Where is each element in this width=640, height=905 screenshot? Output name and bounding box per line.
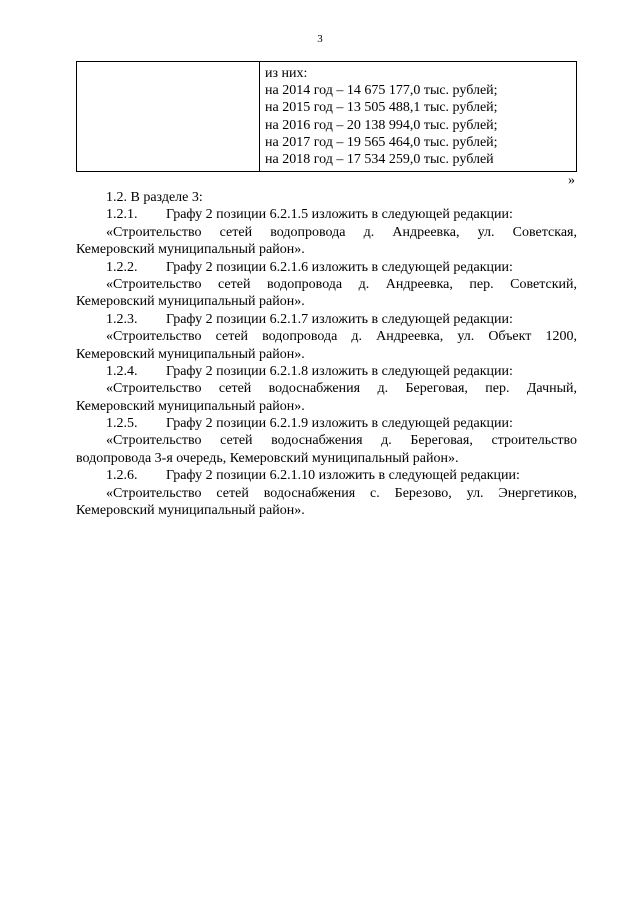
instruction-text: Графу 2 позиции 6.2.1.8 изложить в следующей редакции:	[166, 363, 513, 379]
closing-quote: »	[568, 173, 575, 188]
budget-line-2016: на 2016 год – 20 138 994,0 тыс. рублей;	[265, 117, 498, 133]
item-text-line: Кемеровский муниципальный район».	[76, 294, 305, 310]
budget-line-2017: на 2017 год – 19 565 464,0 тыс. рублей;	[265, 134, 498, 150]
item-text-line: Кемеровский муниципальный район».	[76, 398, 305, 414]
section-heading: 1.2. В разделе 3:	[106, 190, 203, 205]
item-instruction	[76, 467, 577, 484]
item-text-line: водопровода 3-я очередь, Кемеровский муниципальный район».	[76, 450, 459, 466]
item-text-line: «Строительство сетей водопровода д. Андреевка, пер. Советский,	[106, 276, 577, 292]
instruction-text: Графу 2 позиции 6.2.1.10 изложить в следующей редакции:	[166, 468, 520, 484]
item-number: 1.2.6.	[106, 468, 138, 484]
item-text-line: «Строительство сетей водопровода д. Андреевка, ул. Объект 1200,	[106, 329, 577, 345]
instruction-text: Графу 2 позиции 6.2.1.6 изложить в следующей редакции:	[166, 259, 513, 275]
item-number: 1.2.1.	[106, 207, 138, 223]
item-text-line: «Строительство сетей водопровода д. Андреевка, ул. Советская,	[106, 224, 577, 240]
item-number: 1.2.5.	[106, 416, 138, 432]
budget-table	[76, 61, 577, 172]
item-instruction	[76, 311, 577, 328]
budget-line-2014: на 2014 год – 14 675 177,0 тыс. рублей;	[265, 83, 498, 99]
item-number: 1.2.3.	[106, 311, 138, 327]
table-cell-budget	[260, 62, 577, 172]
instruction-text: Графу 2 позиции 6.2.1.9 изложить в следующей редакции:	[166, 416, 513, 432]
budget-line-2015: на 2015 год – 13 505 488,1 тыс. рублей;	[265, 100, 498, 116]
table-cell-empty	[77, 62, 260, 172]
page-number: 3	[317, 33, 323, 45]
item-text-line: Кемеровский муниципальный район».	[76, 242, 305, 258]
item-text-line: Кемеровский муниципальный район».	[76, 346, 305, 362]
item-instruction	[76, 363, 577, 380]
item-instruction	[76, 206, 577, 223]
item-number: 1.2.4.	[106, 363, 138, 379]
item-instruction	[76, 259, 577, 276]
item-text-line: «Строительство сетей водоснабжения д. Береговая, пер. Дачный,	[106, 381, 577, 397]
item-text-line: «Строительство сетей водоснабжения д. Береговая, строительство	[106, 433, 577, 449]
item-text-line: Кемеровский муниципальный район».	[76, 503, 305, 519]
item-number: 1.2.2.	[106, 259, 138, 275]
table-row	[77, 62, 577, 172]
item-instruction	[76, 415, 577, 432]
instruction-text: Графу 2 позиции 6.2.1.7 изложить в следующей редакции:	[166, 311, 513, 327]
instruction-text: Графу 2 позиции 6.2.1.5 изложить в следующей редакции:	[166, 207, 513, 223]
budget-line-2018: на 2018 год – 17 534 259,0 тыс. рублей	[265, 152, 494, 168]
budget-intro: из них:	[265, 66, 308, 81]
section-content	[76, 189, 577, 519]
item-text-line: «Строительство сетей водоснабжения с. Березово, ул. Энергетиков,	[106, 485, 577, 501]
